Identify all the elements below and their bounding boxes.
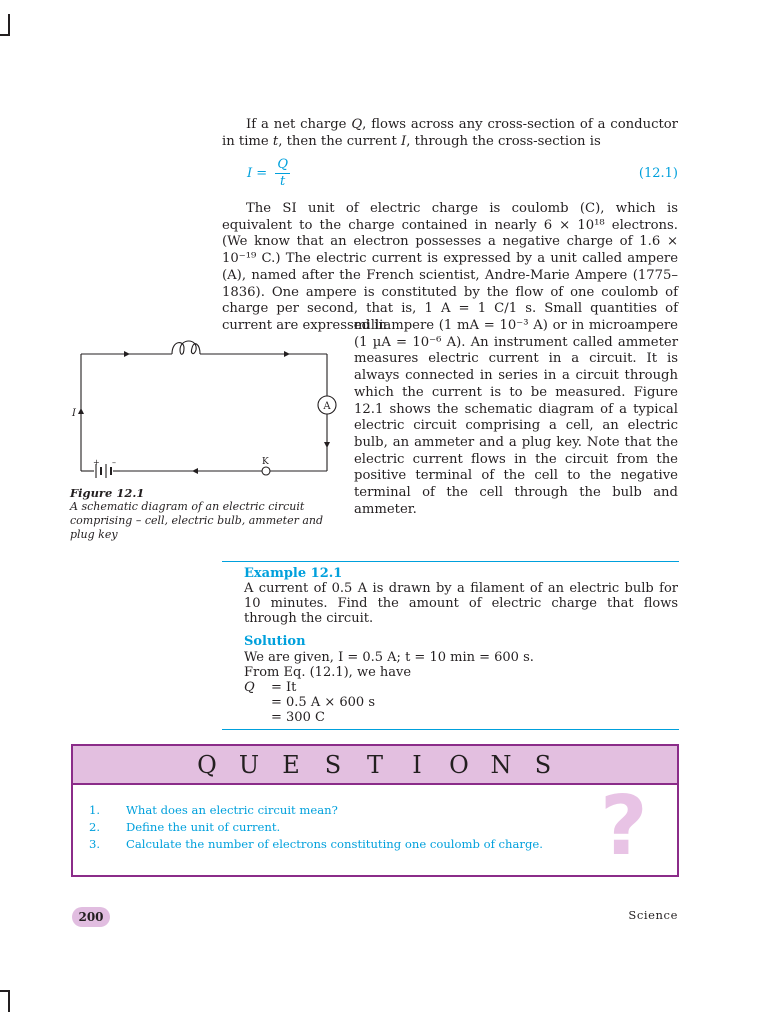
question-text: What does an electric circuit mean? [126, 803, 338, 817]
questions-heading-letter: E [282, 751, 300, 779]
crop-mark-bottom [8, 990, 10, 1012]
figure-caption-text: A schematic diagram of an electric circuit comprising – cell, electric bulb, ammeter and plug key [70, 500, 324, 541]
equation [247, 157, 290, 190]
arrow-icon [284, 351, 290, 357]
solution-step-1 [244, 680, 678, 695]
questions-heading-letter: S [534, 751, 552, 779]
questions-heading-letter: T [366, 751, 383, 779]
questions-box [71, 744, 679, 877]
arrow-icon [124, 351, 130, 357]
question-text: Define the unit of current. [126, 820, 281, 834]
questions-heading-letter: S [324, 751, 342, 779]
key-label: K [262, 457, 269, 467]
figure-caption [70, 486, 328, 542]
equation-fraction [275, 157, 290, 190]
questions-heading-letter: O [449, 751, 469, 779]
plus-label: + [93, 458, 100, 467]
intro-t: t [272, 133, 279, 149]
question-mark-icon: ? [600, 779, 648, 874]
question-item [89, 836, 543, 853]
intro-text: , flows across any cross-section of a conductor in time [222, 117, 678, 149]
plug-key-icon [262, 467, 270, 475]
solution-given: We are given, I = 0.5 A; t = 10 min = 600 s. [244, 650, 534, 665]
minus-label: – [112, 458, 116, 467]
current-label: I [72, 408, 76, 419]
question-number: 1. [89, 803, 101, 817]
example-problem: A current of 0.5 A is drawn by a filament of an electric bulb for 10 minutes. Find the amount of electric charge that flows through the circuit. [244, 581, 678, 626]
equation-denominator: t [280, 174, 286, 189]
solution-from-eq: From Eq. (12.1), we have [244, 665, 412, 680]
intro-text: , through the cross-section is [406, 133, 601, 149]
questions-heading-letter: I [412, 751, 422, 779]
question-number: 3. [89, 837, 101, 851]
example-heading: Example 12.1 [244, 566, 343, 581]
questions-list [89, 802, 543, 853]
solution-heading: Solution [244, 634, 306, 649]
circuit-diagram [70, 334, 340, 484]
body-paragraph-wrap: milliampere (1 mA = 10⁻³ A) or in microampere (1 µA = 10⁻⁶ A). An instrument called ammeter measures electric current in a circuit. It is always connected in series in a circuit through which the current is to be measured. Figure 12.1 shows the schematic diagram of a typical electric circuit comprising a cell, an electric bulb, an ammeter and a plug key. Note that the electric current flows in the circuit from the positive terminal of the cell to the negative terminal of the cell through the bulb and ammeter. [354, 318, 678, 517]
arrow-icon [78, 408, 84, 414]
subject-name: Science [628, 908, 678, 922]
intro-text: , then the current [278, 133, 401, 149]
equation-lhs: I = [247, 166, 268, 181]
crop-mark-top [8, 14, 10, 36]
equation-number: (12.1) [638, 166, 678, 181]
solution-q: Q [244, 680, 255, 695]
questions-heading-letter: Q [197, 751, 217, 779]
questions-heading-letter: N [490, 751, 512, 779]
example-rule-bottom [222, 729, 679, 730]
question-number: 2. [89, 820, 101, 834]
solution-step-1-text: = It [271, 680, 297, 695]
bulb-icon [172, 341, 200, 354]
example-rule-top [222, 561, 679, 562]
equation-numerator: Q [277, 157, 288, 172]
question-item [89, 819, 543, 836]
crop-mark-bottom-h [0, 990, 10, 992]
intro-q: Q [351, 117, 363, 132]
solution-step-3: = 300 C [271, 710, 325, 725]
question-text: Calculate the number of electrons constituting one coulomb of charge. [126, 837, 543, 851]
solution-step-2: = 0.5 A × 600 s [271, 695, 375, 710]
intro-text: If a net charge [246, 117, 352, 132]
figure-title: Figure 12.1 [70, 486, 145, 500]
questions-heading-letter: U [238, 751, 260, 779]
page-number: 200 [72, 907, 110, 927]
question-item [89, 802, 543, 819]
intro-paragraph [222, 117, 678, 150]
body-paragraph: The SI unit of electric charge is coulomb (C), which is equivalent to the charge contained in nearly 6 × 10¹⁸ electrons. (We know that an electron possesses a negative charge of 1.6 × 10⁻¹⁹ C.) The electric current is expressed by a unit called ampere (A), named after the French scientist, Andre-Marie Ampere (1775–1836). One ampere is constituted by the flow of one coulomb of charge per second, that is, 1 A = 1 C/1 s. Small quantities of current are expressed in [222, 201, 678, 333]
arrow-icon [192, 468, 198, 474]
ammeter-label: A [323, 401, 331, 412]
intro-i: I [400, 133, 407, 149]
arrow-icon [324, 442, 330, 448]
crop-mark-top-h [0, 34, 10, 36]
questions-heading [73, 746, 677, 785]
